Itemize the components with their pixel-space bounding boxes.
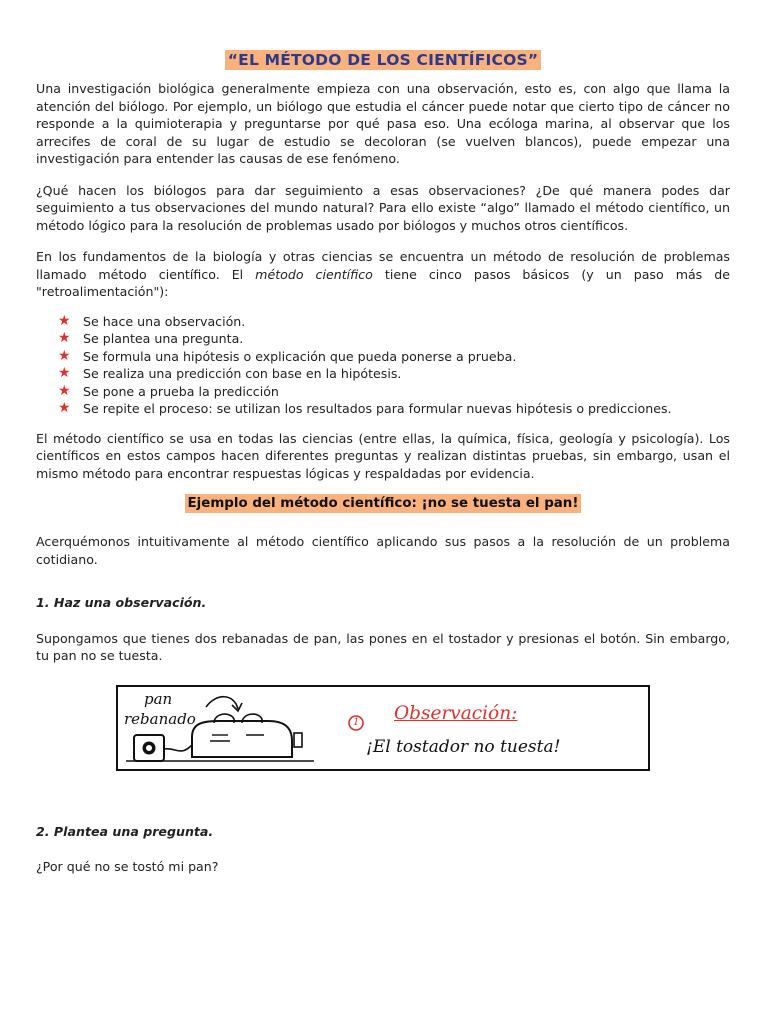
steps-list-item xyxy=(58,365,730,383)
intro-paragraph-3-start: En los fundamentos de la biología y otras ciencias se encuentra un método de resolución de problemas llamado método científico. El xyxy=(36,249,730,282)
example-subtitle: Ejemplo del método científico: ¡no se tuesta el pan! xyxy=(185,494,582,513)
label-rebanado: rebanado xyxy=(124,709,196,728)
intro-paragraph-2: ¿Qué hacen los biólogos para dar seguimiento a esas observaciones? ¿De qué manera podes dar seguimiento a tus observaciones del mundo natural? Para ello existe “algo” llamado el método científico, un método lógico para la resolución de problemas usado por biólogos y muchos otros científicos. xyxy=(36,182,730,233)
star-icon: ★ xyxy=(58,382,71,399)
page-title: “EL MÉTODO DE LOS CIENTÍFICOS” xyxy=(225,50,541,70)
step-1-heading: 1. Haz una observación. xyxy=(36,595,207,610)
step-text: Se repite el proceso: se utilizan los resultados para formular nuevas hipótesis o predicciones. xyxy=(83,401,672,416)
star-icon: ★ xyxy=(58,400,71,416)
steps-list-item xyxy=(58,330,730,348)
star-icon: ★ xyxy=(58,347,71,364)
step-text: Se hace una observación. xyxy=(83,313,246,329)
steps-list-item xyxy=(58,400,730,418)
star-icon: ★ xyxy=(58,330,71,346)
step-text: Se formula una hipótesis o explicación que pueda ponerse a prueba. xyxy=(83,348,517,364)
document-page xyxy=(36,0,730,890)
step-1-text: Supongamos que tienes dos rebanadas de pan, las pones en el tostador y presionas el botón. Sin embargo, tu pan no se tuesta. xyxy=(36,630,730,663)
steps-list-item xyxy=(58,383,730,401)
intro-paragraph-3 xyxy=(36,248,730,301)
observation-label: Observación: xyxy=(394,702,518,724)
step-text: Se pone a prueba la predicción xyxy=(83,383,279,399)
steps-list-item xyxy=(58,313,730,331)
example-intro: Acerquémonos intuitivamente al método científico aplicando sus pasos a la resolución de un problema cotidiano. xyxy=(36,534,730,567)
label-pan: pan xyxy=(144,689,173,708)
steps-list-item xyxy=(58,348,730,366)
intro-paragraph-3-end: tiene cinco pasos básicos (y un paso más de "retroalimentación"): xyxy=(36,266,730,299)
observation-illustration xyxy=(116,685,650,771)
intro-paragraph-1: Una investigación biológica generalmente empieza con una observación, esto es, con algo que llama la atención del biólogo. Por ejemplo, un biólogo que estudia el cáncer puede notar que cierto tipo de cáncer no responde a la quimioterapia y preguntarse por qué pasa eso. Una ecóloga marina, al observar que los arrecifes de coral de su lugar de estudio se decoloran (se vuelven blancos), puede empezar una investigación para entender las causas de ese fenómeno. xyxy=(36,81,730,166)
star-icon: ★ xyxy=(58,365,71,381)
step-text: Se realiza una predicción con base en la hipótesis. xyxy=(83,366,402,381)
observation-number: 1 xyxy=(353,716,360,728)
step-2-heading: 2. Plantea una pregunta. xyxy=(36,823,214,839)
step-2-text: ¿Por qué no se tostó mi pan? xyxy=(36,859,219,874)
steps-list xyxy=(36,313,730,418)
step-text: Se plantea una pregunta. xyxy=(83,331,244,346)
paragraph-4: El método científico se usa en todas las ciencias (entre ellas, la química, física, geología y psicología). Los científicos en estos campos hacen diferentes preguntas y realizan distintas pruebas, sin embargo, usan el mismo método para encontrar respuestas lógicas y respaldadas por evidencia. xyxy=(36,430,730,481)
intro-paragraph-3-emphasis: método científico xyxy=(255,266,373,282)
star-icon: ★ xyxy=(58,312,71,329)
observation-text: ¡El tostador no tuesta! xyxy=(366,736,561,757)
